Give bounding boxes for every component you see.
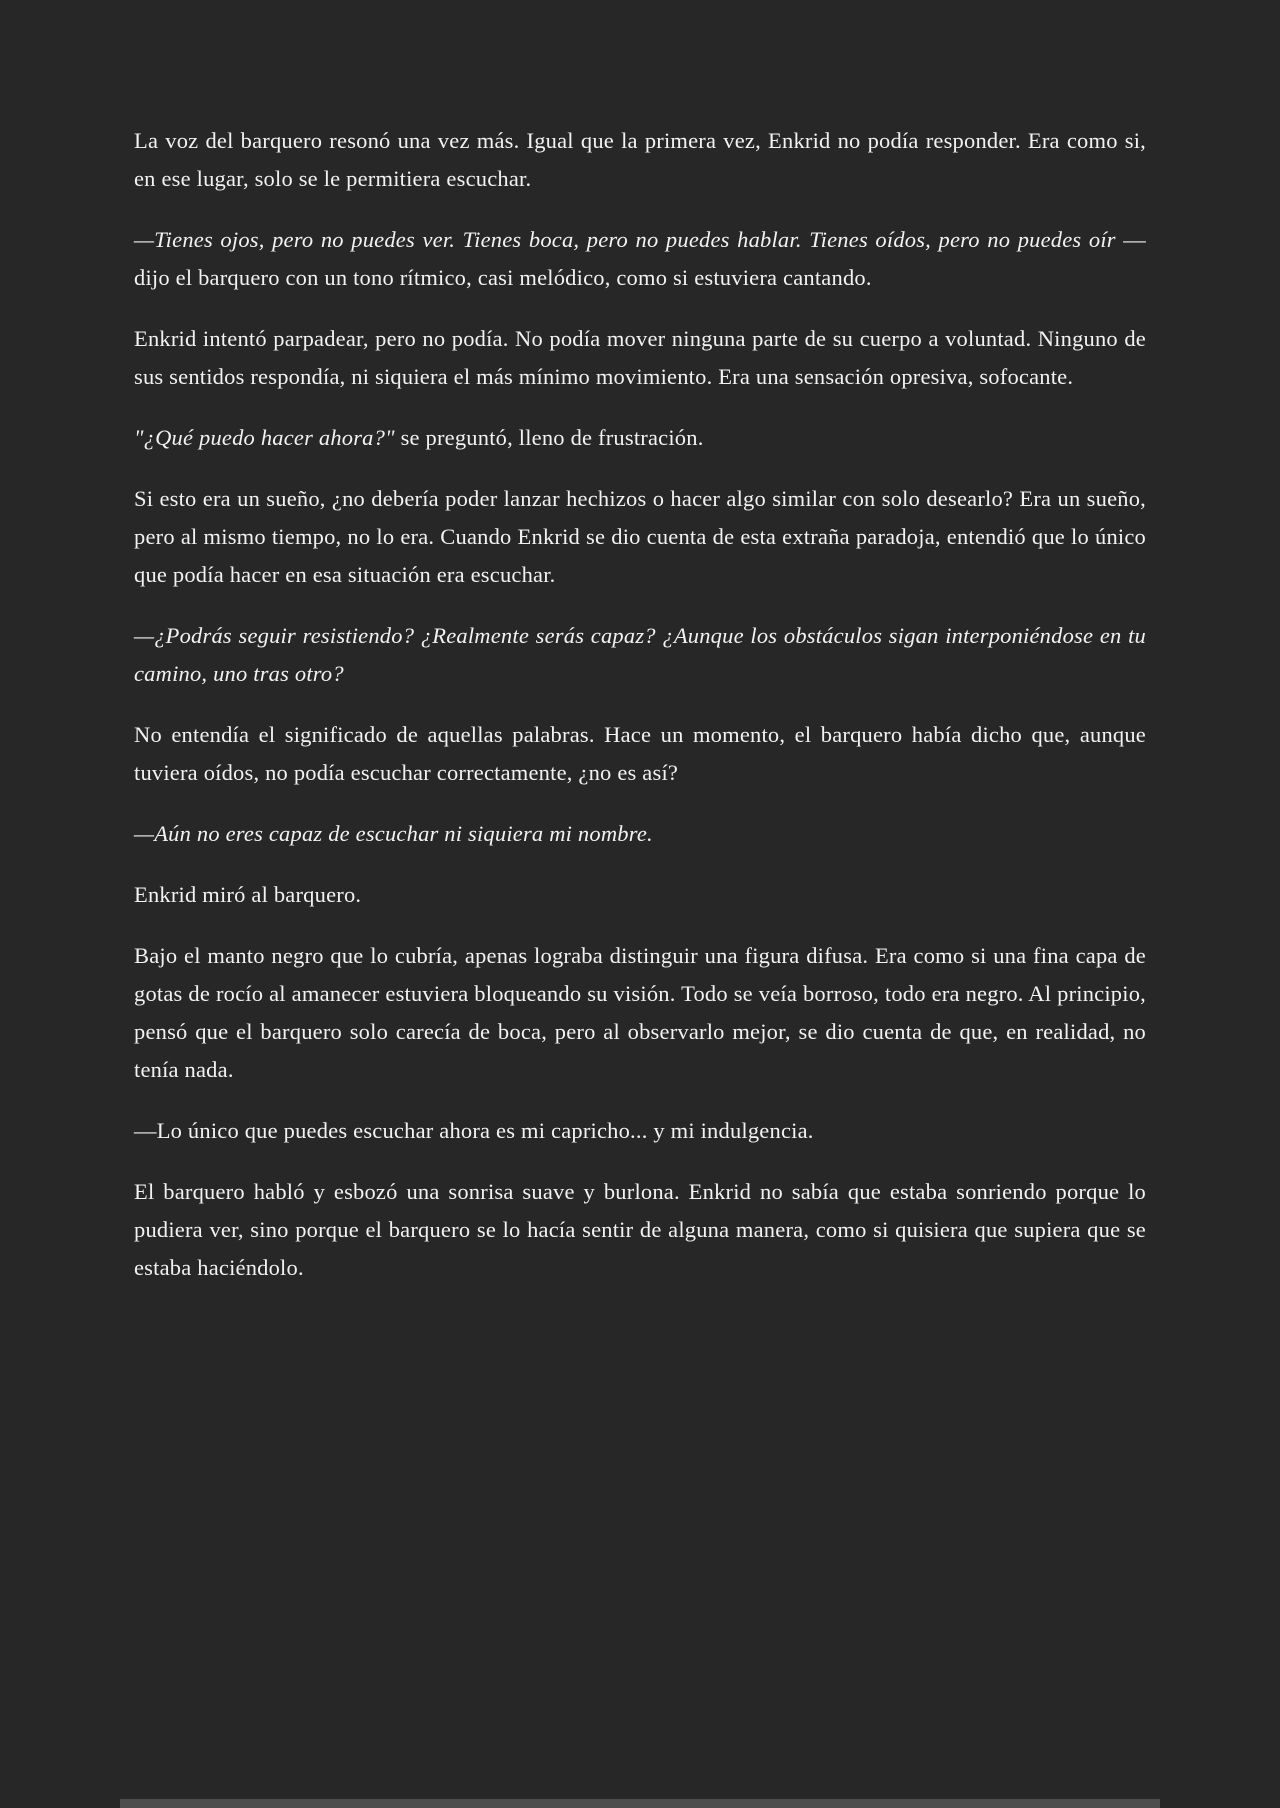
narration-text: Bajo el manto negro que lo cubría, apenas lograba distinguir una figura difusa. Era como si una fina capa de gotas de rocío al amanecer estuviera bloqueando su visión. Todo se veía borroso, todo era negro. Al principio, pensó que el barquero solo carecía de boca, pero al observarlo mejor, se dio cuenta de que, en realidad, no tenía nada.: [134, 943, 1146, 1082]
narration-text: Si esto era un sueño, ¿no debería poder lanzar hechizos o hacer algo similar con solo desearlo? Era un sueño, pero al mismo tiempo, no lo era. Cuando Enkrid se dio cuenta de esta extraña paradoja, entendió que lo único que podía hacer en esa situación era escuchar.: [134, 486, 1146, 587]
narration-text: El barquero habló y esbozó una sonrisa suave y burlona. Enkrid no sabía que estaba sonriendo porque lo pudiera ver, sino porque el barquero se lo hacía sentir de alguna manera, como si quisiera que supiera que se estaba haciéndolo.: [134, 1179, 1146, 1280]
paragraph: [134, 1173, 1146, 1287]
paragraph: [134, 419, 1146, 457]
narration-text: Enkrid intentó parpadear, pero no podía. No podía mover ninguna parte de su cuerpo a voluntad. Ninguno de sus sentidos respondía, ni siquiera el más mínimo movimiento. Era una sensación opresiva, sofocante.: [134, 326, 1146, 389]
narration-text: —Lo único que puedes escuchar ahora es mi capricho... y mi indulgencia.: [134, 1118, 814, 1143]
dialogue-text: "¿Qué puedo hacer ahora?": [134, 425, 401, 450]
paragraph: [134, 122, 1146, 198]
narration-text: se preguntó, lleno de frustración.: [400, 425, 704, 450]
narration-text: Enkrid miró al barquero.: [134, 882, 362, 907]
dialogue-text: —Tienes ojos, pero no puedes ver. Tienes boca, pero no puedes hablar. Tienes oídos, pero no puedes oír: [134, 227, 1124, 252]
bottom-divider: [120, 1799, 1160, 1808]
paragraph: [134, 480, 1146, 594]
paragraph: [134, 815, 1146, 853]
paragraph: [134, 1112, 1146, 1150]
narration-text: —dijo el barquero con un tono rítmico, casi melódico, como si estuviera cantando.: [134, 227, 1146, 290]
narration-text: La voz del barquero resonó una vez más. Igual que la primera vez, Enkrid no podía responder. Era como si, en ese lugar, solo se le permitiera escuchar.: [134, 128, 1146, 191]
paragraph: [134, 221, 1146, 297]
narration-text: No entendía el significado de aquellas palabras. Hace un momento, el barquero había dicho que, aunque tuviera oídos, no podía escuchar correctamente, ¿no es así?: [134, 722, 1146, 785]
paragraph: [134, 876, 1146, 914]
reader-content: [134, 0, 1146, 1287]
paragraph: [134, 937, 1146, 1089]
paragraph: [134, 617, 1146, 693]
paragraph: [134, 320, 1146, 396]
dialogue-text: —Aún no eres capaz de escuchar ni siquiera mi nombre.: [134, 821, 653, 846]
paragraph: [134, 716, 1146, 792]
dialogue-text: —¿Podrás seguir resistiendo? ¿Realmente serás capaz? ¿Aunque los obstáculos sigan interponiéndose en tu camino, uno tras otro?: [134, 623, 1146, 686]
